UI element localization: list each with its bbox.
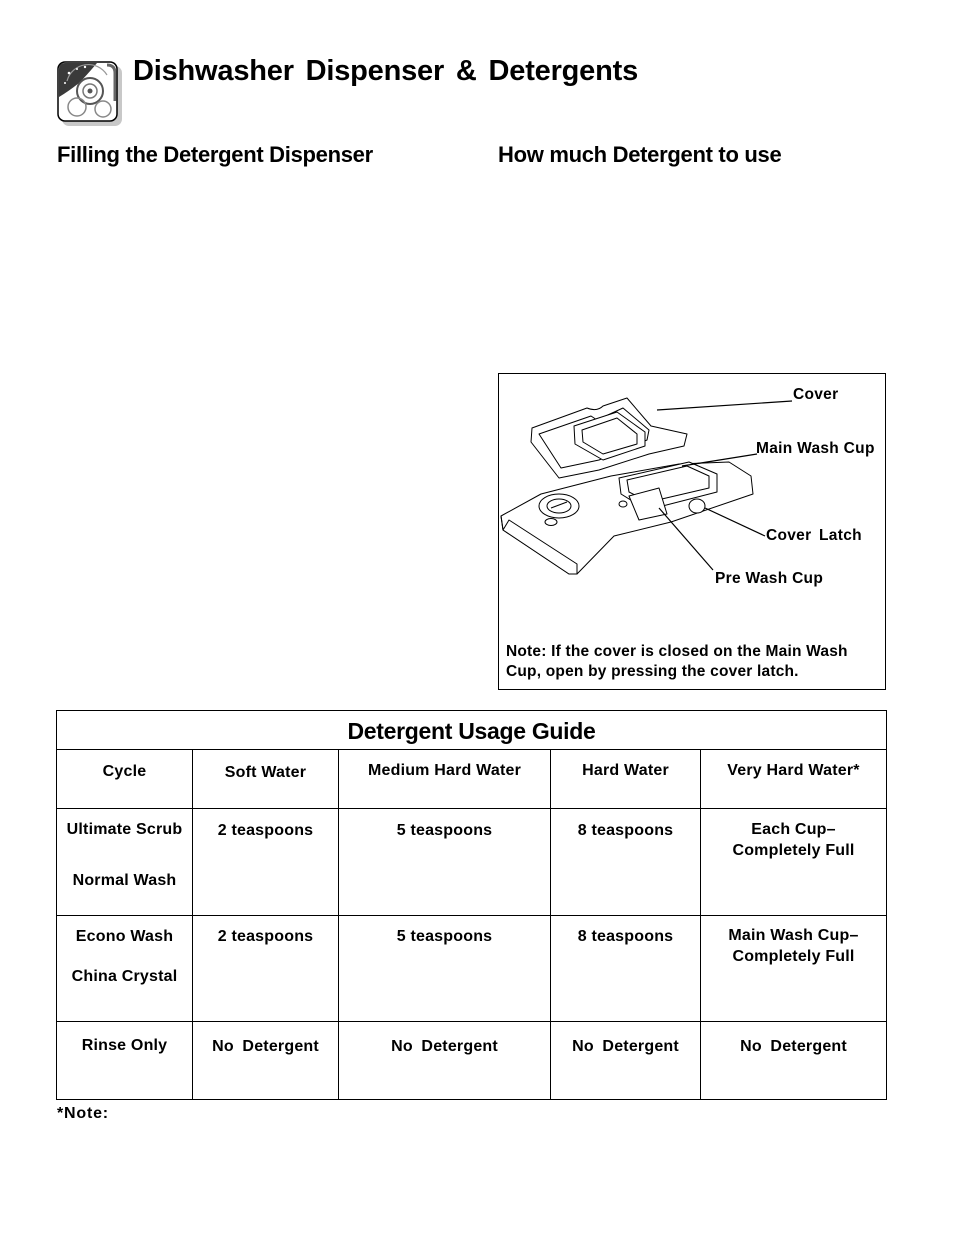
table-title: Detergent Usage Guide [57, 711, 886, 750]
table-cell-cycle: China Crystal [71, 968, 178, 985]
table-cell-cycle: Normal Wash [72, 872, 177, 889]
table-cell-very-hard: Completely Full [732, 948, 855, 965]
section-heading-how-much: How much Detergent to use [498, 142, 782, 167]
table-cell-soft: 2 teaspoons [217, 928, 314, 945]
table-cell-cycle: Econo Wash [75, 928, 174, 945]
callout-pre-wash-cup: Pre Wash Cup [715, 570, 824, 587]
column-header-medium-hard-water: Medium Hard Water [367, 762, 522, 779]
table-cell-very-hard: Completely Full [732, 842, 855, 859]
dishwasher-section-icon [57, 61, 123, 127]
table-cell-hard: 8 teaspoons [577, 928, 674, 945]
table-cell-very-hard: No Detergent [740, 1038, 847, 1055]
callout-main-wash-cup: Main Wash Cup [756, 440, 875, 457]
callout-cover: Cover [793, 386, 839, 403]
callout-cover-latch: Cover Latch [766, 527, 862, 544]
footnote: *Note: [57, 1105, 109, 1122]
table-cell-medium: 5 teaspoons [396, 822, 493, 839]
table-cell-cycle: Ultimate Scrub [66, 821, 183, 838]
table-cell-hard: 8 teaspoons [577, 822, 674, 839]
table-cell-very-hard: Main Wash Cup– [728, 927, 859, 944]
table-cell-hard: No Detergent [572, 1038, 679, 1055]
table-cell-medium: No Detergent [391, 1038, 498, 1055]
column-header-hard-water: Hard Water [582, 762, 669, 779]
table-cell-very-hard: Each Cup– [751, 821, 836, 838]
dispenser-figure [498, 373, 886, 690]
table-cell-soft: No Detergent [212, 1038, 319, 1055]
figure-note: Note: If the cover is closed on the Main Wash Cup, open by pressing the cover latch. [506, 643, 848, 680]
page-title: Dishwasher Dispenser & Detergents [133, 55, 639, 87]
section-heading-filling: Filling the Detergent Dispenser [57, 142, 373, 167]
column-header-soft-water: Soft Water [224, 764, 307, 781]
detergent-usage-table [56, 710, 887, 1100]
table-cell-cycle: Rinse Only [81, 1037, 168, 1054]
column-header-cycle: Cycle [102, 763, 147, 780]
column-header-very-hard-water: Very Hard Water* [727, 762, 860, 779]
table-cell-medium: 5 teaspoons [396, 928, 493, 945]
table-cell-soft: 2 teaspoons [217, 822, 314, 839]
